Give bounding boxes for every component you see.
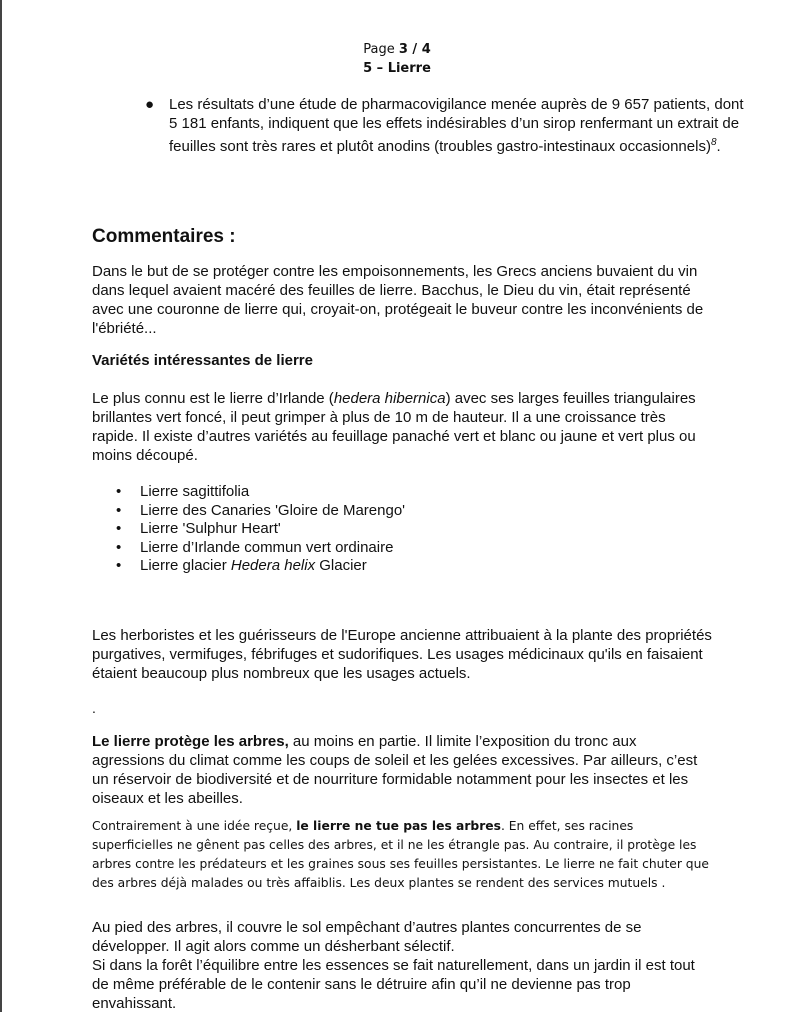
varietes-heading: Variétés intéressantes de lierre xyxy=(92,352,313,369)
bullet-dot-icon: ● xyxy=(145,96,155,113)
list-item: • Lierre des Canaries 'Gloire de Marengo' xyxy=(116,502,405,521)
contrairement-paragraph: Contrairement à une idée reçue, le lierre ne tue pas les arbres. En effet, ses racines superficielles ne gênent pas celles des arbres, et il ne les étrangle pas. Au contraire, il protège les arbres contre les prédateurs et les graines sous ses feuilles persistantes. Le lierre ne fait chuter que des arbres déjà malades ou très affaiblis. Les deux plantes se rendent des services mutuels . xyxy=(92,819,709,890)
page-header xyxy=(0,40,794,78)
list-item: • Lierre d’Irlande commun vert ordinaire xyxy=(116,539,405,558)
commentaires-heading: Commentaires : xyxy=(92,226,236,247)
commentaires-paragraph: Dans le but de se protéger contre les empoisonnements, les Grecs anciens buvaient du vin dans lequel avaient macéré des feuilles de lierre. Bacchus, le Dieu du vin, était représenté avec une couronne de lierre qui, croyait-on, protégeait le buveur contre les inconvénients de l'ébriété... xyxy=(92,263,704,337)
page-left-edge xyxy=(0,0,2,1012)
list-item: • Lierre sagittifolia xyxy=(116,483,405,502)
chapter-title: 5 – Lierre xyxy=(363,61,431,76)
footnote-ref: 8 xyxy=(710,137,717,148)
list-item: • Lierre glacier Hedera helix Glacier xyxy=(116,557,405,576)
stray-mark: . xyxy=(92,700,96,716)
varietes-paragraph: Le plus connu est le lierre d’Irlande (hedera hibernica) avec ses larges feuilles triangulaires brillantes vert foncé, il peut grimper à plus de 10 m de hauteur. Il a une croissance très rapide. Il existe d’autres variétés au feuillage panaché vert et blanc ou jaune et vert plus ou moins découpé. xyxy=(92,390,696,464)
varietes-list xyxy=(116,483,405,576)
page-number: Page 3 / 4 xyxy=(363,42,431,57)
intro-bullet-text: Les résultats d’une étude de pharmacovigilance menée auprès de 9 657 patients, dont 5 181 enfants, indiquent que les effets indésirables d’un sirop renfermant un extrait de feuilles sont très rares et plutôt anodins (troubles gastro-intestinaux occasionnels)$^8$. xyxy=(169,96,744,155)
protege-paragraph: Le lierre protège les arbres, au moins en partie. Il limite l’exposition du tronc aux agressions du climat comme les coups de soleil et les gelées excessives. Par ailleurs, c’est un réservoir de biodiversité et de nourriture formidable notamment pour les insectes et les oiseaux et les abeilles. xyxy=(92,733,698,807)
au-pied-paragraph: Au pied des arbres, il couvre le sol empêchant d’autres plantes concurrentes de se développer. Il agit alors comme un désherbant sélectif. Si dans la forêt l’équilibre entre les essences se fait naturellement, dans un jardin il est tout de même préférable de le contenir sans le détruire afin qu’il ne devienne pas trop envahissant. xyxy=(92,919,695,1012)
foret-text: Si dans la forêt l’équilibre entre les essences se fait naturellement, dans un jardin il est tout de même préférable de le contenir sans le détruire afin qu’il ne devienne pas trop envahissant. xyxy=(92,957,695,1012)
herboristes-paragraph: Les herboristes et les guérisseurs de l'Europe ancienne attribuaient à la plante des propriétés purgatives, vermifuges, fébrifuges et sudorifiques. Les usages médicinaux qu'ils en faisaient étaient beaucoup plus nombreux que les usages actuels. xyxy=(92,627,712,682)
intro-bullet-item xyxy=(145,95,745,156)
list-item: • Lierre 'Sulphur Heart' xyxy=(116,520,405,539)
